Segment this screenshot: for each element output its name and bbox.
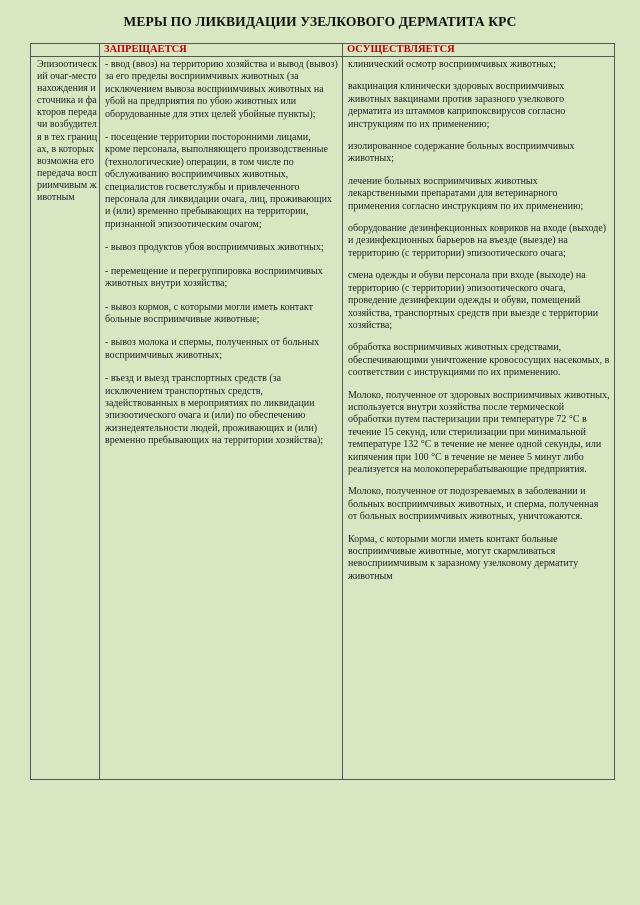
performed-item: вакцинация клинически здоровых восприимчивых животных вакцинами против заразного узелкового дерматита из штаммов каприпоксвирусов согласно инструкциям по их применению;: [348, 81, 566, 130]
measures-table: [30, 43, 615, 780]
prohibited-item: - ввод (ввоз) на территорию хозяйства и вывод (вывоз) за его пределы восприимчивых животных (за исключением вывоза восприимчивых животных на убой на предприятия по убою животных или оборудованные для этих целей убойные пункты);: [105, 59, 338, 120]
prohibited-item: - вывоз молока и спермы, полученных от больных восприимчивых животных;: [105, 337, 320, 361]
performed-list: [343, 57, 615, 780]
header-empty-cell: [31, 44, 100, 57]
prohibited-item: - перемещение и перегруппировка восприимчивых животных внутри хозяйства;: [105, 265, 323, 290]
header-performed: ОСУЩЕСТВЛЯЕТСЯ: [343, 44, 615, 57]
performed-item: Молоко, полученное от здоровых восприимчивых животных, используется внутри хозяйства после термической обработки путем пастеризации при температуре 72 °С в течение 15 секунд, или стерилизации при минимальной температуре 132 °С в течение не менее одной секунды, или кипячения при 100 °С в течение не менее 5 минут либо реализуется на молокоперерабатывающие предприятия.: [348, 389, 610, 475]
performed-item: Молоко, полученное от подозреваемых в заболевании и больных восприимчивых животных, и сперма, полученная от больных восприимчивых животных, уничтожаются.: [348, 486, 599, 523]
prohibited-item: - вывоз продуктов убоя восприимчивых животных;: [105, 242, 324, 254]
performed-item: оборудование дезинфекционных ковриков на входе (выходе) и дезинфекционных барьеров на въезде (выезде) на территорию (с территории) эпизоотического очага;: [348, 223, 607, 259]
prohibited-item: - въезд и выезд транспортных средств (за исключением транспортных средств, задействованных в мероприятиях по ликвидации эпизоотического очага и (или) по обеспечению жизнедеятельности людей, проживающих и (или) временно пребывающих на территории хозяйства);: [105, 373, 324, 447]
page-title: МЕРЫ ПО ЛИКВИДАЦИИ УЗЕЛКОВОГО ДЕРМАТИТА КРС: [123, 14, 517, 29]
table-row: [31, 57, 615, 780]
prohibited-item: - вывоз кормов, с которыми могли иметь контакт больные восприимчивые животные;: [105, 301, 313, 325]
performed-item: обработка восприимчивых животных средствами, обеспечивающими уничтожение кровососущих насекомых, в соответствии с инструкциями по их применению.: [348, 342, 610, 379]
performed-item: смена одежды и обуви персонала при входе (выходе) на территорию (с территории) эпизоотического очага, проведение дезинфекции одежды и обуви, помещений хозяйства, транспортных средств при выезде с территории хозяйства;: [348, 270, 599, 331]
prohibited-item: - посещение территории посторонними лицами, кроме персонала, выполняющего производственные (технологические) операции, в том числе по обслуживанию восприимчивых животных, специалистов госветслужбы и привлеченного персонала для ликвидации очага, лиц, проживающих и (или) временно пребывающих на территории, признанной эпизоотическим очагом;: [105, 132, 332, 230]
performed-item: изолированное содержание больных восприимчивых животных;: [348, 141, 575, 165]
performed-item: лечение больных восприимчивых животных лекарственными препаратами для ветеринарного применения согласно инструкциям по их применению;: [348, 175, 584, 212]
performed-item: клинический осмотр восприимчивых животных;: [348, 59, 557, 70]
row-label-outbreak: Эпизоотический очаг-место нахождения источника и факторов передачи возбудителя в тех границах, в которых возможна его передача восприимчивым животным: [31, 57, 100, 780]
prohibited-list: [100, 57, 343, 780]
header-prohibited: ЗАПРЕЩАЕТСЯ: [100, 44, 343, 57]
table-header-row: [31, 44, 615, 57]
performed-item: Корма, с которыми могли иметь контакт больные восприимчивые животные, могут скармливаться невосприимчивым к заразному узелковому дерматиту животным: [348, 533, 579, 582]
